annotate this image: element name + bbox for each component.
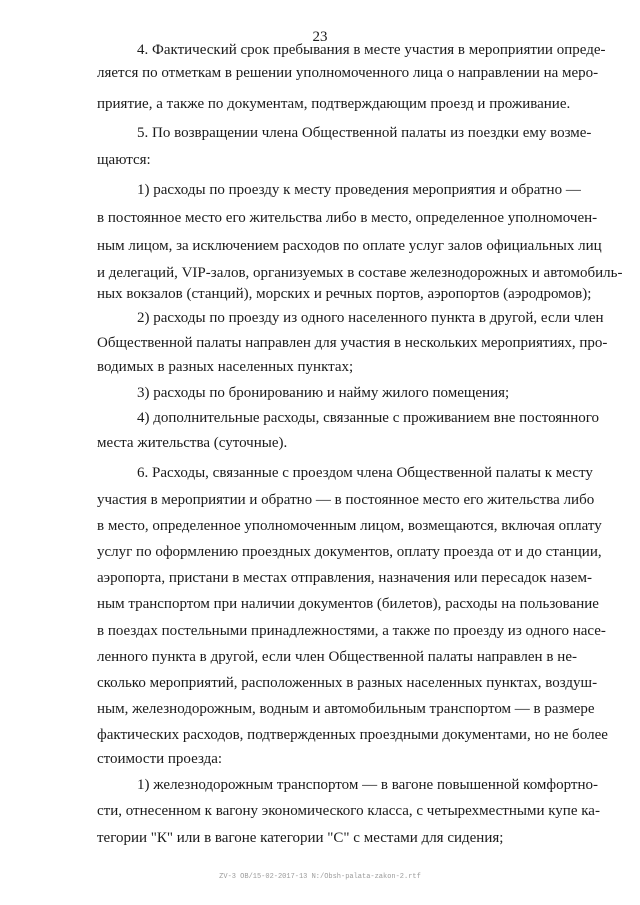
paragraph-6-line-9: сколько мероприятий, расположенных в разных населенных пунктах, воздуш- xyxy=(97,675,598,691)
paragraph-6-line-3: в место, определенное уполномоченным лицом, возмещаются, включая оплату xyxy=(97,518,602,534)
paragraph-6-line-6: ным транспортом при наличии документов (билетов), расходы на пользование xyxy=(97,596,599,612)
paragraph-6-line-8: ленного пункта в другой, если член Общественной палаты направлен в не- xyxy=(97,649,577,665)
paragraph-6-line-1: 6. Расходы, связанные с проездом члена Общественной палаты к месту xyxy=(137,465,593,481)
item-2-line-1: 2) расходы по проезду из одного населенного пункта в другой, если член xyxy=(137,310,604,326)
item-1-line-1: 1) расходы по проезду к месту проведения мероприятия и обратно — xyxy=(137,182,581,198)
item-1-line-2: в постоянное место его жительства либо в место, определенное уполномочен- xyxy=(97,210,598,226)
paragraph-4-line-3: приятие, а также по документам, подтверждающим проезд и проживание. xyxy=(97,96,571,112)
paragraph-4-line-1: 4. Фактический срок пребывания в месте участия в мероприятии опреде- xyxy=(137,42,606,58)
paragraph-4-line-2: ляется по отметкам в решении уполномоченного лица о направлении на меро- xyxy=(97,65,599,81)
paragraph-6-line-2: участия в мероприятии и обратно — в постоянное место его жительства либо xyxy=(97,492,595,508)
paragraph-6-line-4: услуг по оформлению проездных документов, оплату проезда от и до станции, xyxy=(97,544,602,560)
paragraph-6-line-11: фактических расходов, подтвержденных проездными документами, но не более xyxy=(97,727,608,743)
paragraph-6-line-12: стоимости проезда: xyxy=(97,751,223,767)
item-4-line-1: 4) дополнительные расходы, связанные с проживанием вне постоянного xyxy=(137,410,600,426)
subitem-1-line-3: тегории "К" или в вагоне категории "С" с местами для сидения; xyxy=(97,830,504,846)
paragraph-6-line-7: в поездах постельными принадлежностями, а также по проезду из одного насе- xyxy=(97,623,606,639)
item-3-line-1: 3) расходы по бронированию и найму жилого помещения; xyxy=(137,385,510,401)
item-2-line-3: водимых в разных населенных пунктах; xyxy=(97,359,354,375)
item-2-line-2: Общественной палаты направлен для участия в нескольких мероприятиях, про- xyxy=(97,335,608,351)
item-1-line-4: и делегаций, VIP-залов, организуемых в составе железнодорожных и автомобиль- xyxy=(97,265,623,281)
document-footer-stamp: ZV-3 OB/15-02-2017-13 N:/Obsh-palata-zakon-2.rtf xyxy=(219,873,421,881)
paragraph-5-line-1: 5. По возвращении члена Общественной палаты из поездки ему возме- xyxy=(137,125,592,141)
paragraph-5-line-2: щаются: xyxy=(97,152,151,168)
paragraph-6-line-5: аэропорта, пристани в местах отправления, назначения или пересадок назем- xyxy=(97,570,592,586)
subitem-1-line-1: 1) железнодорожным транспортом — в вагоне повышенной комфортно- xyxy=(137,777,599,793)
item-1-line-5: ных вокзалов (станций), морских и речных портов, аэропортов (аэродромов); xyxy=(97,286,592,302)
item-4-line-2: места жительства (суточные). xyxy=(97,435,288,451)
item-1-line-3: ным лицом, за исключением расходов по оплате услуг залов официальных лиц xyxy=(97,238,602,254)
subitem-1-line-2: сти, отнесенном к вагону экономического класса, с четырехместными купе ка- xyxy=(97,803,600,819)
page-number: 23 xyxy=(312,29,328,45)
paragraph-6-line-10: ным, железнодорожным, водным и автомобильным транспортом — в размере xyxy=(97,701,595,717)
